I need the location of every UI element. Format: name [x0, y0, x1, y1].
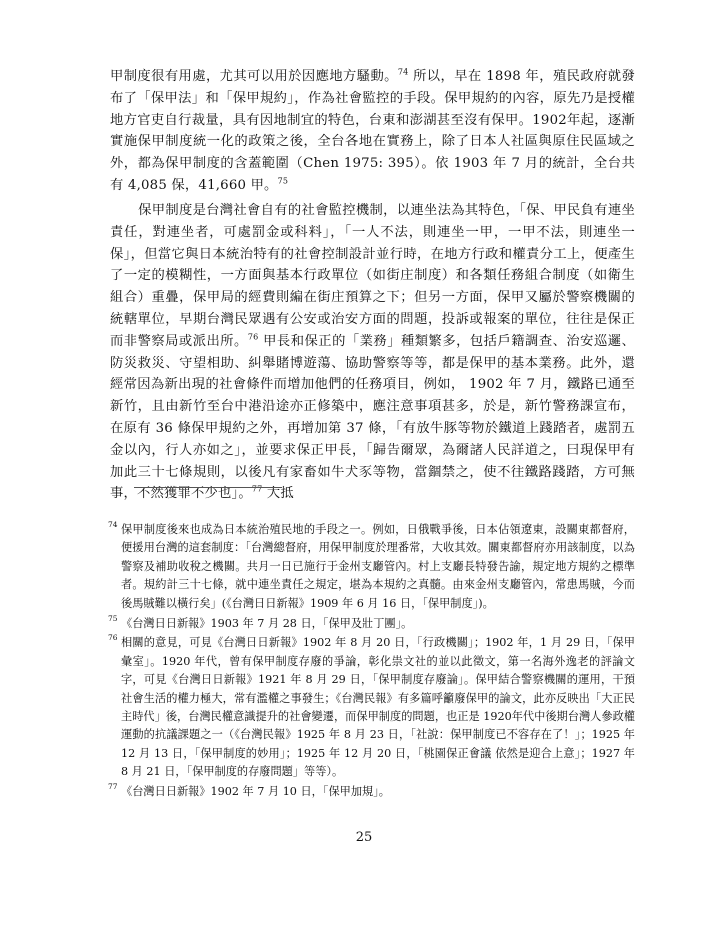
body-paragraph-2: [110, 200, 635, 505]
footnote-75: [110, 615, 635, 633]
paragraph-text: 甲制度很有用處，尤其可以用於因應地方騷動。: [110, 69, 398, 84]
footnote-ref-76[interactable]: 76: [247, 332, 259, 342]
footnote-74: [110, 521, 635, 613]
page-number: 25: [355, 830, 373, 845]
footnote-76: [110, 634, 635, 781]
footnote-text: 相關的意見，可見《台灣日日新報》1902 年 8 月 20 日，「行政機關」；1902 年，1 月 29 日，「保甲彙室」。1920 年代，曾有保甲制度存廢的爭論，彰化祟文社的並以此徵文，第一名海外逸老的評論文字，可見《台灣日日新報》1921 年 8 月 29 日，「保甲制度存廢論」。保甲結合警察機關的運用，干預社會生活的權力極大，常有濫權之事發生；《台灣民報》有多篇呼籲廢保甲的論文，此亦反映出「大正民主時代」後，台灣民權意識提升的社會變遷，而保甲制度的問題，也正是 1920年代中後期台灣人參政權運動的抗議課題之一（《台灣民報》1925 年 8 月 23 日，「社說：保甲制度已不容存在了！」；1925 年 12 月 13 日，「保甲制度的妙用」；1925 年 12 月 20 日，「桃園保正會議 依然是迎合上意」；1927 年 8 月 21 日，「保甲制度的存廢問題」等等）。: [121, 636, 635, 779]
footnote-text: 保甲制度後來也成為日本統治殖民地的手段之一。例如，日俄戰爭後，日本佔領遼東，設關東都督府，便援用台灣的這套制度：「台灣總督府，用保甲制度於理番常，大收其效。關東都督府亦用該制度，以為警察及補助收稅之機關。共月一日已施行于金州支廳管內。村上支廳長特發告諭，規定地方規約之標準者。規約計三十七條，就中連坐責任之規定，堪為本規約之真髓。由來金州支廳管內，常患馬賊，今而後馬賊難以橫行矣」(《台灣日日新報》1909 年 6 月 16 日，「保甲制度」)。: [121, 523, 635, 610]
footnote-number: 75: [108, 613, 118, 623]
footnote-77: [110, 783, 635, 801]
footnote-number: 74: [108, 520, 118, 529]
paragraph-text: 所以，早在 1898 年，殖民政府就發布了「保甲法」和「保甲規約」，作為社會監控的手段。保甲規約的內容，原先乃是授權地方官吏自行裁量，具有因地制宜的特色，台東和澎湖甚至沒有保甲。1902年起，逐漸實施保甲制度統一化的政策之後，全台各地在實務上，除了日本人社區與原住民區域之外，都為保甲制度的含蓋範圍（Chen 1975: 395）。依 1903 年 7 月的統計，全台共有 4,085 保，41,660 甲。: [110, 69, 635, 193]
footnote-text: 《台灣日日新報》1902 年 7 月 10 日，「保甲加規」。: [121, 785, 390, 799]
footnote-ref-75[interactable]: 75: [277, 176, 289, 186]
footnote-ref-77[interactable]: 77: [251, 484, 263, 494]
footnote-number: 76: [108, 633, 118, 643]
footnote-separator: [134, 487, 282, 488]
paragraph-text: 保甲制度是台灣社會自有的社會監控機制，以連坐法為其特色，「保、甲民負有連坐責任，對連坐者，可處罰金或科料」，「一人不法，則連坐一甲，一甲不法，則連坐一保」，但當它與日本統治特有的社會控制設計並行時，在地方行政和權責分工上，便產生了一定的模糊性，一方面與基本行政單位（如街庄制度）和各類任務組合制度（如衛生組合）重疊，保甲局的經費則編在街庄預算之下；但另一方面，保甲又屬於警察機關的統轄單位，早期台灣民眾遇有公安或治安方面的問題，投訴或報案的單位，往往是保正而非警察局或派出所。: [110, 203, 635, 349]
footnote-ref-74[interactable]: 74: [397, 67, 409, 77]
footnote-number: 77: [108, 782, 118, 792]
body-paragraph-1: [110, 66, 635, 197]
footnote-text: 《台灣日日新報》1903 年 7 月 28 日，「保甲及壯丁團」。: [121, 616, 413, 630]
paragraph-text: 大抵: [262, 486, 294, 502]
paragraph-text: 甲長和保正的「業務」種類繁多，包括戶籍調查、治安巡邏、防災救災、守望相助、糾舉賭博遊蕩、協助警察等等，都是保甲的基本業務。此外，還經常因為新出現的社會條件而增加他們的任務項目，例如， 1902 年 7 月，鐵路已通至新竹，且由新竹至台中港沿途亦正修築中，應注意事項甚多，於是，新竹警務課宣布，在原有 36 條保甲規約之外，再增加第 37 條，「有放牛豚等物於鐵道上踐踏者，處罰五金以內，行人亦如之」，並要求保正甲長，「歸告爾眾，為爾諸人民詳道之，曰現保甲有加此三十七條規則，以後凡有家畜如牛犬豕等物，當錮禁之，使不往鐵路踐踏，方可無事，不然獲罪不少也」。: [110, 333, 636, 502]
footnotes: [110, 521, 635, 803]
